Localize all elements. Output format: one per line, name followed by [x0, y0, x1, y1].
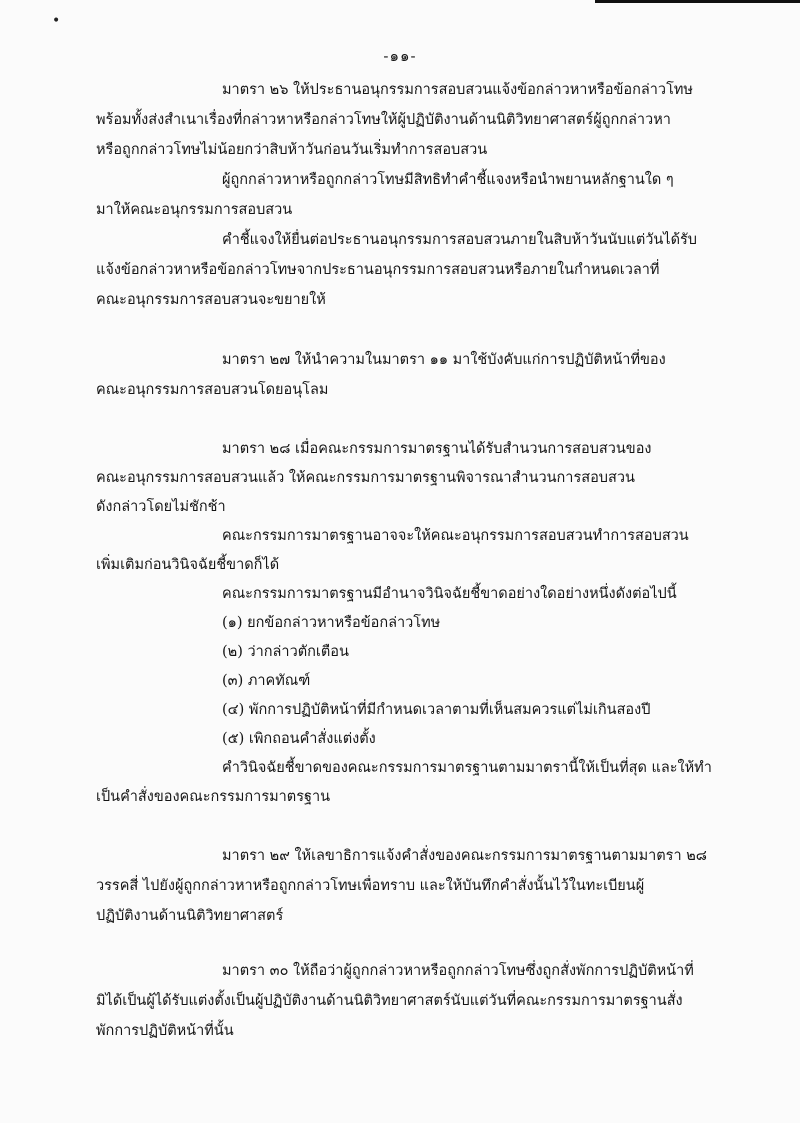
section-28-item-3: (๓) ภาคทัณฑ์	[222, 673, 311, 689]
section-28-line-6: คณะกรรมการมาตรฐานมีอำนาจวินิจฉัยชี้ขาดอย่างใดอย่างหนึ่งดังต่อไปนี้	[222, 586, 677, 602]
section-28-line-12: คำวินิจฉัยชี้ขาดของคณะกรรมการมาตรฐานตามมาตรานี้ให้เป็นที่สุด และให้ทำ	[222, 760, 712, 776]
section-28-item-4: (๔) พักการปฏิบัติหน้าที่มีกำหนดเวลาตามที่เห็นสมควรแต่ไม่เกินสองปี	[222, 702, 651, 718]
scan-dot-mark: •	[52, 13, 61, 29]
section-29-line-1: มาตรา ๒๙ ให้เลขาธิการแจ้งคำสั่งของคณะกรรมการมาตรฐานตามมาตรา ๒๘	[222, 848, 707, 864]
section-26-line-2: พร้อมทั้งส่งสำเนาเรื่องที่กล่าวหาหรือกล่าวโทษให้ผู้ปฏิบัติงานด้านนิติวิทยาศาสตร์ผู้ถูกกล่าวหา	[96, 112, 671, 128]
section-27-line-2: คณะอนุกรรมการสอบสวนโดยอนุโลม	[96, 382, 329, 398]
section-26-line-7: แจ้งข้อกล่าวหาหรือข้อกล่าวโทษจากประธานอนุกรรมการสอบสวนหรือภายในกำหนดเวลาที่	[96, 262, 660, 278]
section-28-line-3: ดังกล่าวโดยไม่ชักช้า	[96, 499, 226, 515]
section-28-item-5: (๕) เพิกถอนคำสั่งแต่งตั้ง	[222, 731, 376, 747]
section-28-line-4: คณะกรรมการมาตรฐานอาจจะให้คณะอนุกรรมการสอบสวนทำการสอบสวน	[222, 528, 689, 544]
section-27-line-1: มาตรา ๒๗ ให้นำความในมาตรา ๑๑ มาใช้บังคับแก่การปฏิบัติหน้าที่ของ	[222, 352, 666, 368]
section-30-line-3: พักการปฏิบัติหน้าที่นั้น	[96, 1023, 234, 1039]
section-26-line-8: คณะอนุกรรมการสอบสวนจะขยายให้	[96, 292, 326, 308]
section-28-line-2: คณะอนุกรรมการสอบสวนแล้ว ให้คณะกรรมการมาตรฐานพิจารณาสำนวนการสอบสวน	[96, 470, 635, 486]
page-number: -๑๑-	[383, 47, 417, 65]
section-26-line-4: ผู้ถูกกล่าวหาหรือถูกกล่าวโทษมีสิทธิทำคำชี้แจงหรือนำพยานหลักฐานใด ๆ	[222, 172, 674, 188]
section-30-line-2: มิได้เป็นผู้ได้รับแต่งตั้งเป็นผู้ปฏิบัติงานด้านนิติวิทยาศาสตร์นับแต่วันที่คณะกรรมการมาตรฐานสั่ง	[96, 993, 683, 1009]
section-29-line-3: ปฏิบัติงานด้านนิติวิทยาศาสตร์	[96, 908, 284, 924]
section-26-line-5: มาให้คณะอนุกรรมการสอบสวน	[96, 202, 293, 218]
section-28-item-2: (๒) ว่ากล่าวตักเตือน	[222, 644, 349, 660]
section-28-item-1: (๑) ยกข้อกล่าวหาหรือข้อกล่าวโทษ	[222, 615, 441, 631]
section-30-line-1: มาตรา ๓๐ ให้ถือว่าผู้ถูกกล่าวหาหรือถูกกล่าวโทษซึ่งถูกสั่งพักการปฏิบัติหน้าที่	[222, 963, 694, 979]
top-edge-rule	[595, 0, 800, 3]
section-28-line-5: เพิ่มเติมก่อนวินิจฉัยชี้ขาดก็ได้	[96, 557, 280, 573]
section-26-line-3: หรือถูกกล่าวโทษไม่น้อยกว่าสิบห้าวันก่อนวันเริ่มทำการสอบสวน	[96, 142, 488, 158]
section-28-line-13: เป็นคำสั่งของคณะกรรมการมาตรฐาน	[96, 789, 331, 805]
section-28-line-1: มาตรา ๒๘ เมื่อคณะกรรมการมาตรฐานได้รับสำนวนการสอบสวนของ	[222, 441, 652, 457]
section-29-line-2: วรรคสี่ ไปยังผู้ถูกกล่าวหาหรือถูกกล่าวโทษเพื่อทราบ และให้บันทึกคำสั่งนั้นไว้ในทะเบียนผู้	[96, 878, 645, 894]
section-26-line-1: มาตรา ๒๖ ให้ประธานอนุกรรมการสอบสวนแจ้งข้อกล่าวหาหรือข้อกล่าวโทษ	[222, 82, 693, 98]
section-26-line-6: คำชี้แจงให้ยื่นต่อประธานอนุกรรมการสอบสวนภายในสิบห้าวันนับแต่วันได้รับ	[222, 232, 698, 248]
